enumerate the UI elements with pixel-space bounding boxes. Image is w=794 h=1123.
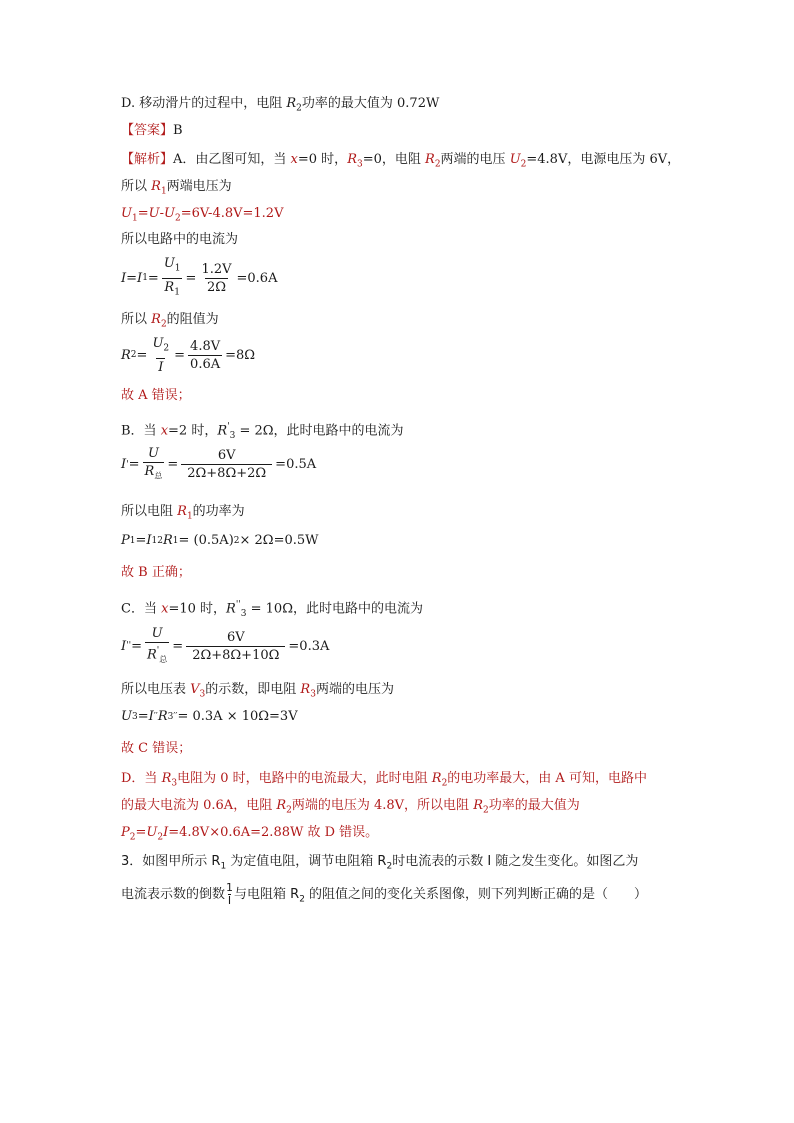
var: x bbox=[161, 601, 169, 617]
sub: 3 bbox=[199, 689, 206, 700]
var: R bbox=[163, 533, 173, 548]
sub: 2 bbox=[160, 319, 167, 330]
var: x bbox=[160, 423, 169, 439]
sub: 2 bbox=[520, 159, 527, 170]
op: = bbox=[131, 638, 142, 654]
sub: 1 bbox=[186, 511, 193, 522]
num: U bbox=[152, 336, 164, 351]
text: = bbox=[137, 206, 149, 221]
sub: 2 bbox=[174, 213, 181, 224]
sub: 1 bbox=[220, 861, 227, 872]
sub: 1 bbox=[160, 186, 167, 197]
den: 0.6A bbox=[190, 356, 221, 372]
num: U bbox=[163, 256, 175, 271]
text: 3．如图甲所示 R bbox=[121, 854, 221, 869]
text: =0 时， bbox=[297, 152, 348, 167]
fraction bbox=[162, 256, 183, 300]
var: R bbox=[121, 347, 131, 363]
sub: 总 bbox=[154, 471, 163, 481]
var: I bbox=[137, 270, 143, 286]
fraction bbox=[145, 626, 169, 667]
text: =6V-4.8V=1.2V bbox=[180, 206, 284, 221]
var: R bbox=[177, 504, 187, 519]
text: 功率的最大值为 0.72W bbox=[301, 96, 440, 111]
var: I bbox=[121, 638, 127, 654]
var: R bbox=[217, 423, 228, 439]
var: I bbox=[121, 457, 127, 473]
equation-power bbox=[121, 533, 319, 548]
var: R bbox=[286, 96, 297, 111]
sub: 1 bbox=[151, 535, 158, 546]
num: 6V bbox=[217, 448, 236, 464]
text: = 2Ω，此时电路中的电流为 bbox=[235, 423, 404, 439]
fraction bbox=[199, 262, 233, 295]
var: R bbox=[347, 152, 357, 167]
power-intro bbox=[121, 503, 245, 526]
text: 故 D 错误。 bbox=[303, 825, 379, 840]
var: R bbox=[300, 682, 311, 697]
answer-value: B bbox=[173, 123, 183, 138]
option-d-line bbox=[121, 95, 439, 118]
text: 的示数，即电阻 bbox=[205, 682, 301, 697]
equation-voltage bbox=[121, 709, 298, 724]
question-3-line1 bbox=[121, 853, 638, 876]
conclusion-a: 故 A 错误； bbox=[121, 388, 191, 403]
sup: 2 bbox=[157, 535, 163, 546]
text: 功率的最大值为 bbox=[488, 798, 580, 813]
text: C．当 bbox=[121, 601, 162, 617]
op: = bbox=[185, 270, 197, 286]
num: 1 bbox=[226, 881, 234, 894]
text: 两端的电压为 4.8V，所以电阻 bbox=[291, 798, 474, 813]
equation-current-a bbox=[121, 256, 277, 300]
num: U bbox=[151, 626, 163, 641]
result: × 2Ω=0.5W bbox=[239, 533, 319, 548]
prime: ' bbox=[156, 646, 160, 656]
var: R bbox=[151, 179, 161, 194]
conclusion-c: 故 C 错误； bbox=[121, 741, 192, 756]
text: D. 移动滑片的过程中，电阻 bbox=[121, 96, 287, 111]
var: R bbox=[161, 771, 172, 786]
op: = bbox=[135, 533, 147, 548]
text: 电流表示数的倒数 bbox=[121, 887, 226, 902]
analysis-a-line2 bbox=[121, 178, 232, 201]
var: I bbox=[121, 270, 127, 286]
var: R bbox=[425, 152, 435, 167]
text: 的最大电流为 0.6A，电阻 bbox=[121, 798, 277, 813]
analysis-b-line bbox=[121, 418, 404, 445]
text: =10 时， bbox=[168, 601, 227, 617]
fraction bbox=[226, 882, 233, 907]
den: R bbox=[164, 279, 175, 295]
analysis-tag: 【解析】 bbox=[121, 152, 174, 167]
var: V bbox=[190, 682, 200, 697]
num: 6V bbox=[226, 629, 245, 645]
sub: 3 bbox=[171, 778, 178, 789]
op: = bbox=[172, 638, 184, 654]
equation-current-b bbox=[121, 446, 316, 484]
fraction bbox=[150, 336, 171, 375]
var: R bbox=[473, 798, 483, 813]
sub: 1 bbox=[172, 535, 179, 546]
den: I bbox=[227, 894, 232, 907]
prime: '' bbox=[235, 600, 241, 610]
analysis-d-line2 bbox=[121, 797, 580, 820]
analysis-d-line1 bbox=[121, 770, 647, 793]
den: R bbox=[144, 464, 155, 479]
den: 2Ω+8Ω+2Ω bbox=[181, 464, 272, 481]
equation-current-c bbox=[121, 626, 329, 667]
text: 的功率为 bbox=[192, 504, 245, 519]
sub: 1 bbox=[174, 287, 180, 298]
sub: 2 bbox=[434, 159, 441, 170]
sub: 3 bbox=[310, 689, 316, 700]
sub: 3 bbox=[240, 608, 247, 619]
var: x bbox=[290, 152, 298, 167]
num: 1.2V bbox=[201, 261, 232, 277]
text: 所以 bbox=[121, 312, 152, 327]
den: 2Ω bbox=[206, 279, 226, 295]
sub: 3 bbox=[356, 159, 363, 170]
text: =4.8V×0.6A=2.88W bbox=[168, 825, 304, 840]
prime: ′′ bbox=[173, 711, 178, 722]
var: R bbox=[157, 709, 168, 724]
num: U bbox=[147, 446, 159, 461]
op: = (0.5A) bbox=[178, 533, 234, 548]
var: R bbox=[151, 312, 161, 327]
fraction bbox=[181, 448, 272, 481]
text: 两端电压为 bbox=[166, 179, 232, 194]
text: =0，电阻 bbox=[362, 152, 426, 167]
voltage-eq bbox=[121, 205, 283, 228]
text: 电阻为 0 时，电路中的电流最大，此时电阻 bbox=[177, 771, 432, 786]
var: U bbox=[146, 825, 158, 840]
var: U bbox=[121, 206, 132, 221]
equation-resistance bbox=[121, 336, 255, 375]
text: 为定值电阻，调节电阻箱 R bbox=[226, 854, 387, 869]
var: P bbox=[121, 825, 130, 840]
fraction bbox=[186, 630, 285, 663]
current-intro: 所以电路中的电流为 bbox=[121, 232, 239, 247]
text: 所以电压表 bbox=[121, 682, 191, 697]
sup: 2 bbox=[233, 535, 240, 546]
op: = bbox=[137, 709, 149, 724]
den: 2Ω+8Ω+10Ω bbox=[186, 646, 285, 663]
op: = bbox=[136, 347, 148, 363]
sub: 2 bbox=[163, 343, 170, 354]
result: =0.3A bbox=[288, 638, 330, 654]
sub: 2 bbox=[157, 832, 164, 843]
prime: ′′ bbox=[153, 711, 158, 722]
sub: 1 bbox=[174, 263, 181, 274]
den: I bbox=[158, 359, 164, 375]
var: U bbox=[163, 206, 175, 221]
sub: 2 bbox=[441, 778, 448, 789]
text: 时电流表的示数 I 随之发生变化。如图乙为 bbox=[392, 854, 639, 869]
text: B．当 bbox=[121, 423, 161, 439]
op: = bbox=[167, 457, 179, 473]
analysis-a-line1 bbox=[121, 151, 680, 174]
resistance-intro bbox=[121, 311, 219, 334]
var: R bbox=[226, 601, 236, 617]
result: =8Ω bbox=[225, 347, 256, 363]
text: 的阻值之间的变化关系图像，则下列判断正确的是（ ） bbox=[304, 887, 648, 902]
op: = bbox=[174, 347, 186, 363]
analysis-d-line3 bbox=[121, 824, 378, 847]
op: = bbox=[147, 270, 159, 286]
text: 的电功率最大，由 A 可知，电路中 bbox=[447, 771, 647, 786]
sub: 1 bbox=[129, 535, 136, 546]
text: - bbox=[159, 206, 164, 221]
sub: 2 bbox=[482, 805, 489, 816]
text: 的阻值为 bbox=[166, 312, 219, 327]
sub: 3 bbox=[167, 711, 174, 722]
result: = 0.3A × 10Ω=3V bbox=[177, 709, 298, 724]
sub: 总 bbox=[159, 654, 168, 664]
answer-line bbox=[121, 122, 183, 140]
op: = bbox=[128, 457, 140, 473]
var: I bbox=[163, 825, 169, 840]
sub: 2 bbox=[296, 103, 302, 114]
num: 4.8V bbox=[190, 338, 221, 354]
sub: 2 bbox=[130, 350, 137, 361]
prime: '' bbox=[126, 641, 132, 652]
text: =2 时， bbox=[168, 423, 218, 439]
result: =0.6A bbox=[236, 270, 278, 286]
text: 所以 bbox=[121, 179, 152, 194]
var: I bbox=[146, 533, 152, 548]
analysis-c-line bbox=[121, 596, 423, 623]
text: 所以电阻 bbox=[121, 504, 178, 519]
answer-tag: 【答案】 bbox=[121, 123, 174, 138]
voltmeter-intro bbox=[121, 681, 394, 704]
sub: 2 bbox=[386, 861, 393, 872]
prime: ' bbox=[126, 459, 129, 470]
var: U bbox=[148, 206, 160, 221]
sub: 3 bbox=[131, 711, 138, 722]
sub: 2 bbox=[286, 805, 292, 816]
text: A．由乙图可知，当 bbox=[173, 152, 291, 167]
den: R bbox=[147, 647, 157, 663]
var: U bbox=[509, 152, 521, 167]
sub: 2 bbox=[299, 894, 305, 905]
text: = 10Ω，此时电路中的电流为 bbox=[246, 601, 423, 617]
prime: ' bbox=[227, 422, 230, 432]
text: 两端的电压 bbox=[440, 152, 510, 167]
var: P bbox=[121, 533, 130, 548]
sub: 2 bbox=[129, 832, 136, 843]
question-3-line2 bbox=[121, 882, 647, 913]
sub: 1 bbox=[142, 273, 148, 284]
sub: 1 bbox=[131, 213, 138, 224]
var: I bbox=[148, 709, 154, 724]
op: = bbox=[126, 270, 138, 286]
result: =0.5A bbox=[275, 457, 317, 473]
text: =4.8V，电源电压为 6V， bbox=[526, 152, 681, 167]
conclusion-b: 故 B 正确； bbox=[121, 565, 191, 580]
text: 与电阻箱 R bbox=[234, 887, 300, 902]
var: R bbox=[431, 771, 442, 786]
var: U bbox=[121, 709, 132, 724]
sub: 3 bbox=[229, 430, 236, 441]
var: R bbox=[276, 798, 287, 813]
fraction bbox=[143, 446, 165, 484]
text: = bbox=[135, 825, 147, 840]
text: D．当 bbox=[121, 771, 162, 786]
fraction bbox=[188, 339, 222, 372]
text: 两端的电压为 bbox=[315, 682, 394, 697]
